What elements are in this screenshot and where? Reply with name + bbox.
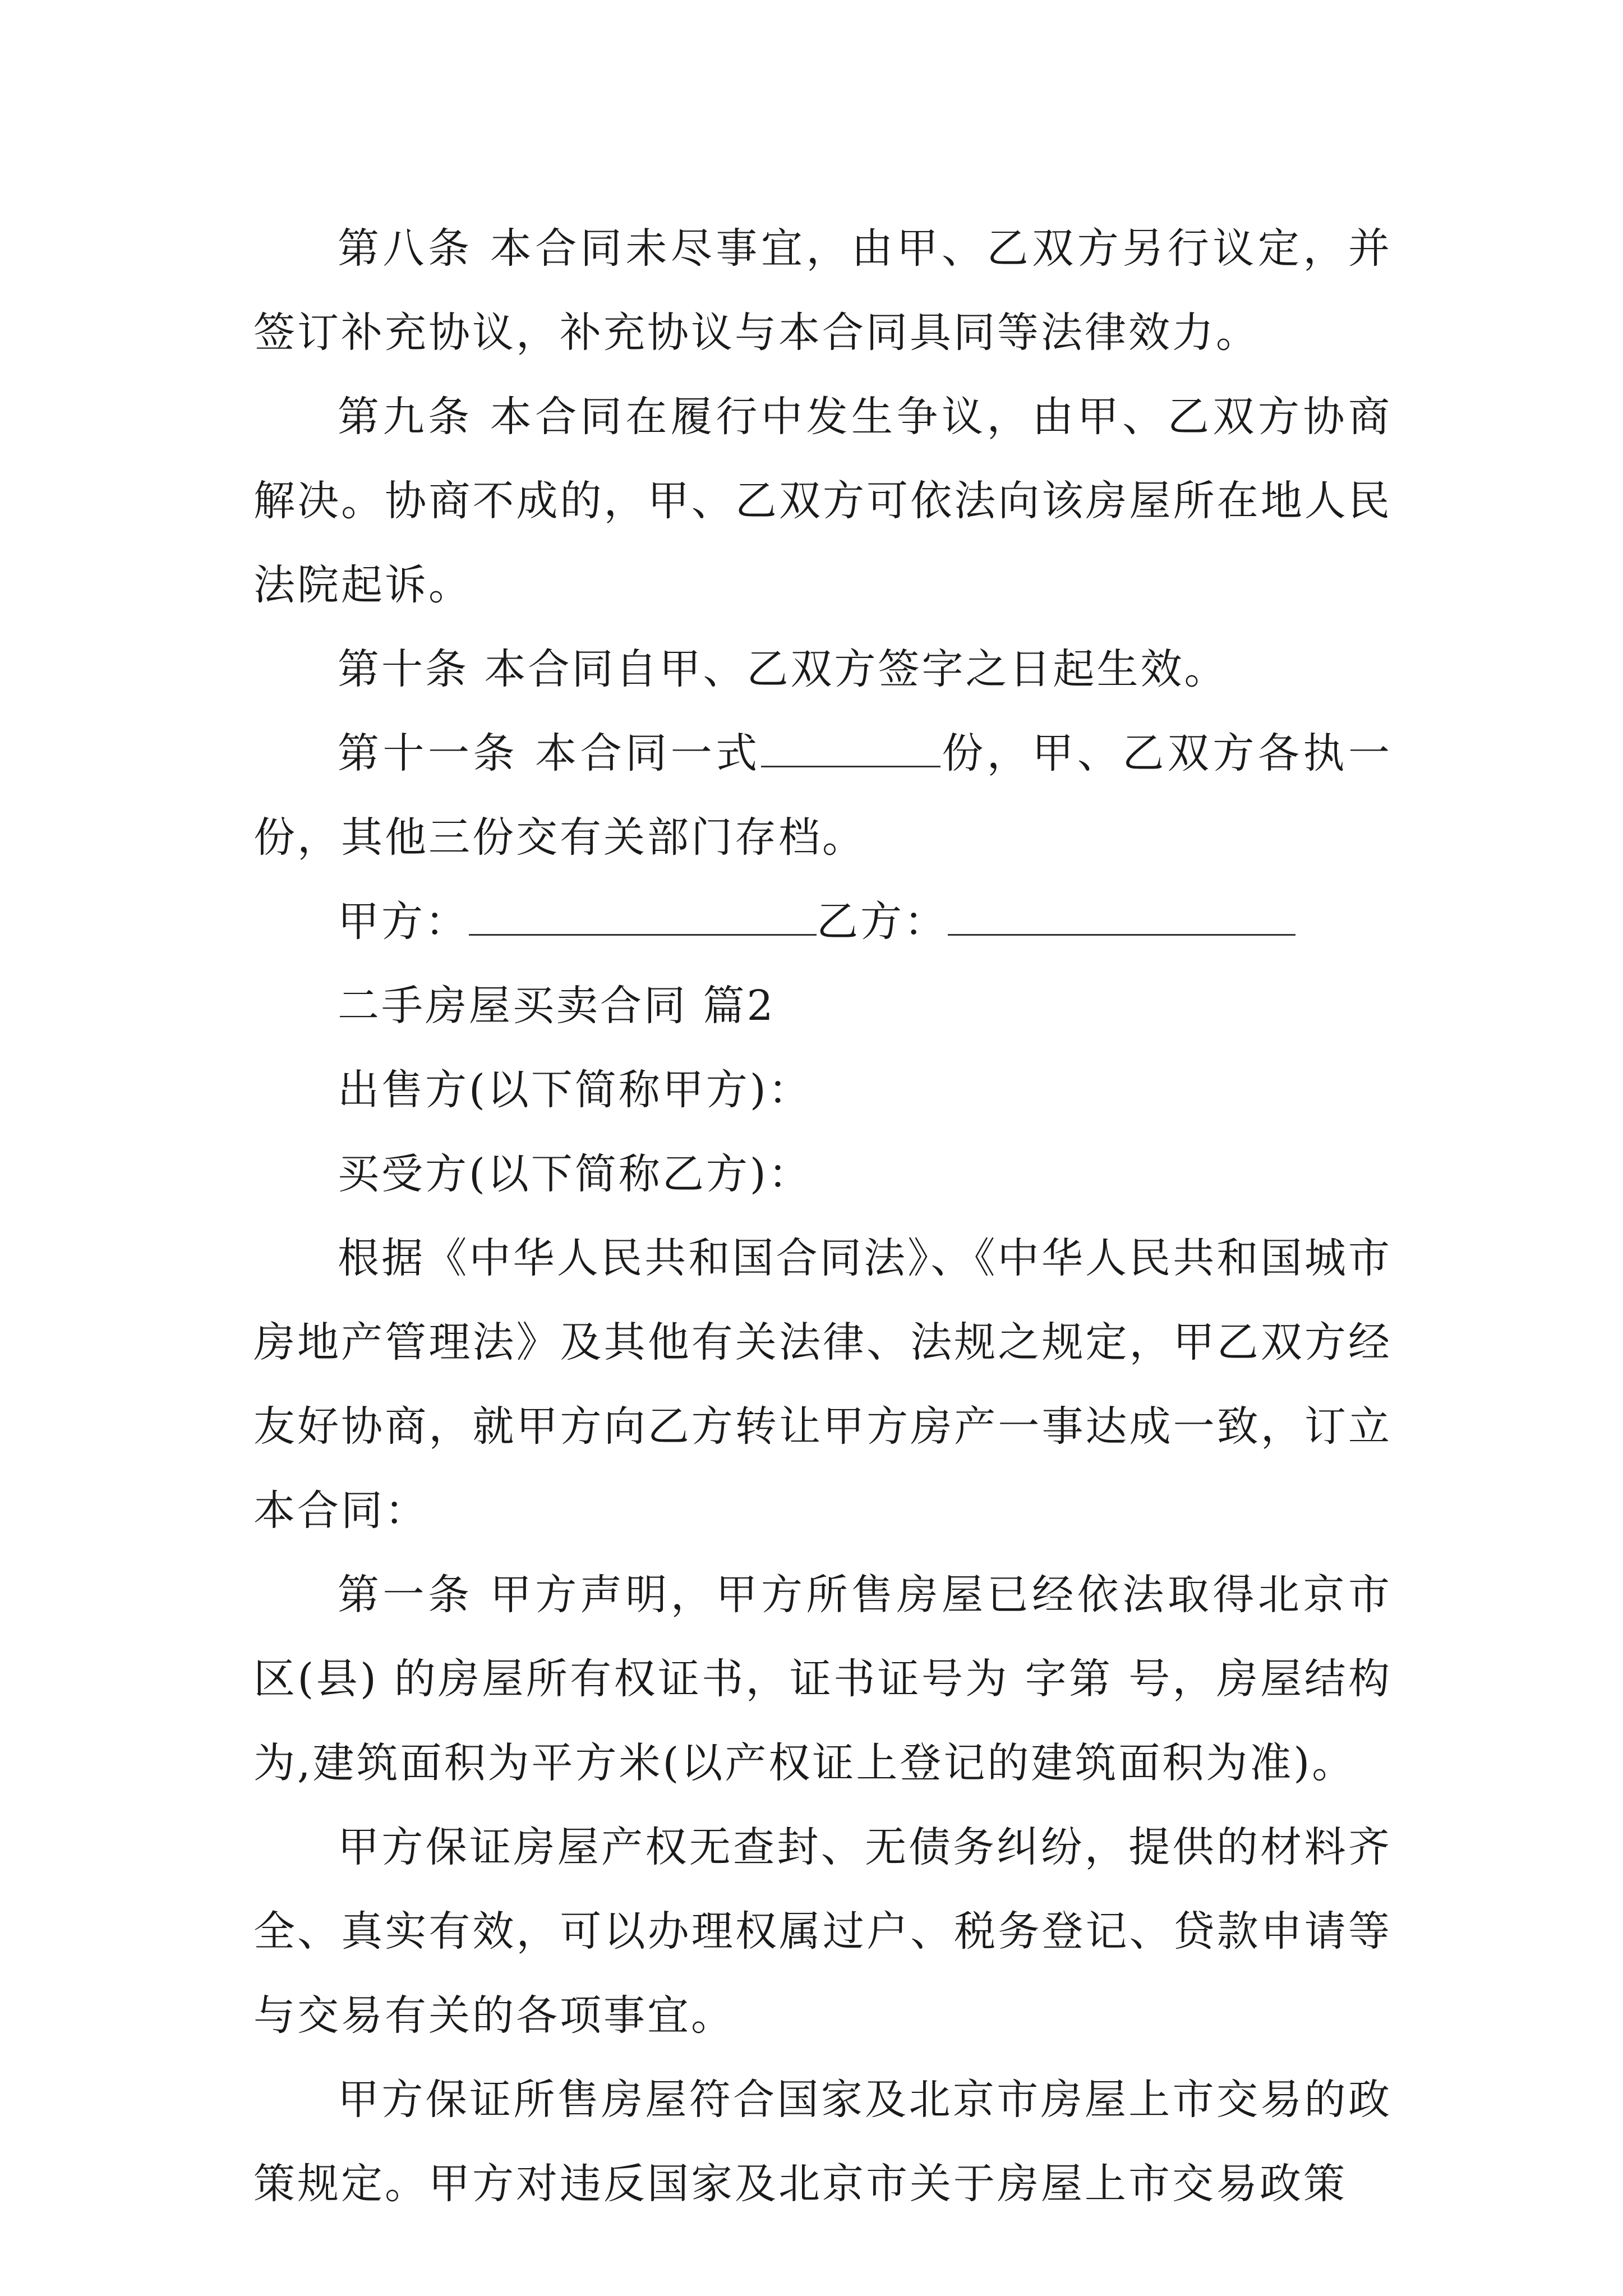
guarantee-policy: 甲方保证所售房屋符合国家及北京市房屋上市交易的政策规定。甲方对违反国家及北京市关于房屋上市交易政策 (253, 2076, 1392, 2208)
seller-line: 出售方(以下简称甲方)： (338, 1066, 812, 1114)
article-8: 第八条 本合同未尽事宜，由甲、乙双方另行议定，并签订补充协议，补充协议与本合同具同等法律效力。 (253, 224, 1392, 357)
party-b-blank (948, 900, 1295, 936)
article-11 (253, 711, 1392, 880)
article-11-text-start: 第十一条 本合同一式 (338, 729, 761, 777)
party-a-label: 甲方： (338, 898, 469, 946)
party-b-label: 乙方： (817, 898, 948, 946)
guarantee-property: 甲方保证房屋产权无查封、无债务纠纷，提供的材料齐全、真实有效，可以办理权属过户、税务登记、贷款申请等与交易有关的各项事宜。 (253, 1823, 1392, 2040)
section-heading: 二手房屋买卖合同 篇2 (338, 982, 776, 1030)
signature-line (253, 880, 1392, 964)
preamble: 根据《中华人民共和国合同法》、《中华人民共和国城市房地产管理法》及其他有关法律、法规之规定，甲乙双方经友好协商，就甲方向乙方转让甲方房产一事达成一致，订立本合同： (253, 1234, 1392, 1535)
article-1: 第一条 甲方声明，甲方所售房屋已经依法取得北京市区(县) 的房屋所有权证书，证书证号为 字第 号，房屋结构为,建筑面积为平方米(以产权证上登记的建筑面积为准)。 (253, 1571, 1392, 1787)
party-a-blank (469, 900, 817, 936)
article-11-text-end: 份，甲、乙双方各执一份，其他三份交有关部门存档。 (253, 729, 1392, 862)
document-body (253, 206, 1392, 2226)
article-10: 第十条 本合同自甲、乙双方签字之日起生效。 (338, 645, 1228, 693)
article-9: 第九条 本合同在履行中发生争议，由甲、乙双方协商解决。协商不成的，甲、乙双方可依法向该房屋所在地人民法院起诉。 (253, 393, 1392, 609)
copies-blank (761, 732, 940, 767)
buyer-line: 买受方(以下简称乙方)： (338, 1150, 812, 1198)
